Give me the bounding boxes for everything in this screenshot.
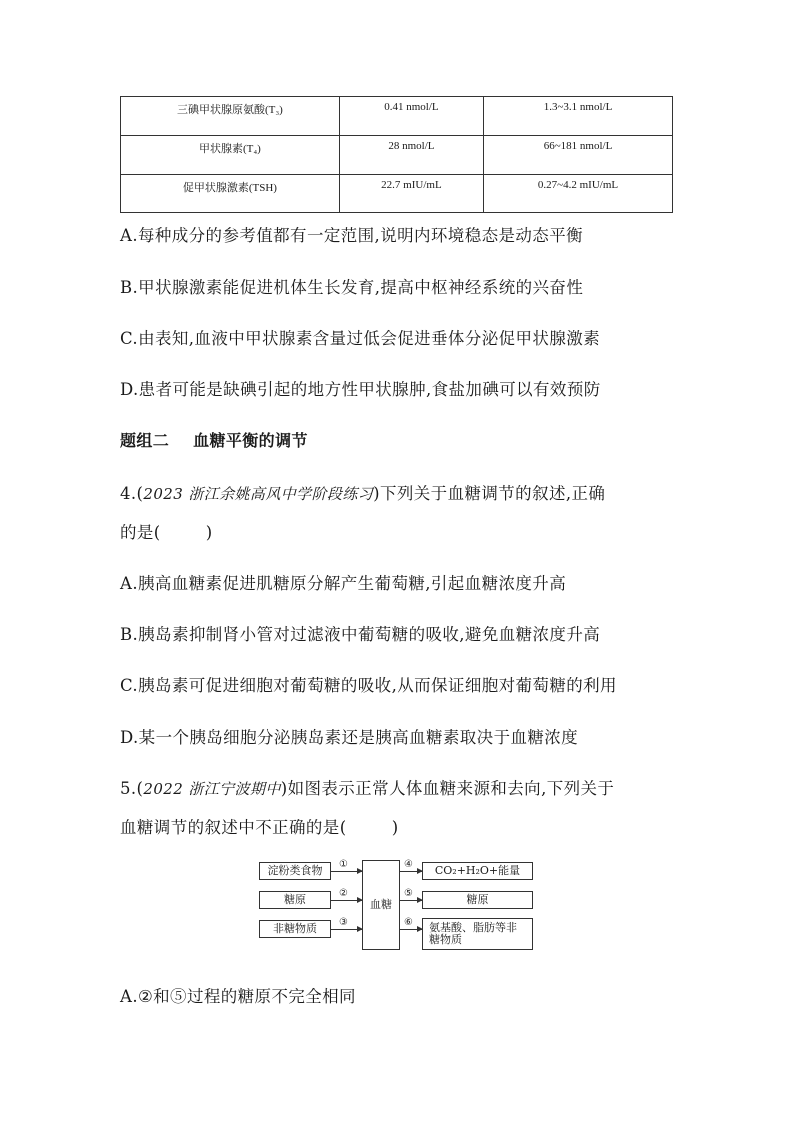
source-box: 糖原 xyxy=(259,891,331,909)
hormone-table xyxy=(120,96,673,213)
arrow xyxy=(331,900,362,901)
arrow xyxy=(400,900,422,901)
process-label: ⑥ xyxy=(404,917,413,928)
source-box: 淀粉类食物 xyxy=(259,862,331,880)
q4-number: 4.( xyxy=(120,484,144,503)
q5-number: 5.( xyxy=(120,779,144,798)
process-label: ② xyxy=(339,888,348,899)
q3-option-d: D.患者可能是缺碘引起的地方性甲状腺肿,食盐加碘可以有效预防 xyxy=(120,380,601,399)
center-box: 血糖 xyxy=(362,860,400,950)
q4-source: 2023 浙江余姚高风中学阶段练习 xyxy=(143,485,374,503)
arrow xyxy=(331,871,362,872)
process-label: ⑤ xyxy=(404,888,413,899)
q3-option-a: A.每种成分的参考值都有一定范围,说明内环境稳态是动态平衡 xyxy=(120,226,584,245)
destination-box: 糖原 xyxy=(422,891,533,909)
q5-option-a: A.②和⑤过程的糖原不完全相同 xyxy=(120,987,356,1006)
q5-stem-line-1 xyxy=(120,775,614,799)
q4-stem-line-1 xyxy=(120,480,605,504)
table-cell: 促甲状腺激素(TSH) xyxy=(121,175,340,213)
section-title: 题组二 血糖平衡的调节 xyxy=(120,431,308,450)
q5-source: 2022 浙江宁波期中 xyxy=(143,780,281,798)
q3-option-c: C.由表知,血液中甲状腺素含量过低会促进垂体分泌促甲状腺激素 xyxy=(120,329,601,348)
blood-sugar-diagram xyxy=(259,860,535,952)
process-label: ① xyxy=(339,859,348,870)
table-row xyxy=(121,175,673,213)
table-cell: 1.3~3.1 nmol/L xyxy=(484,97,673,136)
arrow xyxy=(400,929,422,930)
q4-stem-text: )下列关于血糖调节的叙述,正确 xyxy=(373,484,606,503)
table-row xyxy=(121,136,673,175)
table-cell: 28 nmol/L xyxy=(339,136,483,175)
q4-option-c: C.胰岛素可促进细胞对葡萄糖的吸收,从而保证细胞对葡萄糖的利用 xyxy=(120,676,617,695)
arrow xyxy=(331,929,362,930)
q4-option-d: D.某一个胰岛细胞分泌胰岛素还是胰高血糖素取决于血糖浓度 xyxy=(120,728,579,747)
q5-stem-text: )如图表示正常人体血糖来源和去向,下列关于 xyxy=(280,779,615,798)
table-cell: 66~181 nmol/L xyxy=(484,136,673,175)
process-label: ③ xyxy=(339,917,348,928)
q4-option-a: A.胰高血糖素促进肌糖原分解产生葡萄糖,引起血糖浓度升高 xyxy=(120,574,567,593)
table-cell: 0.41 nmol/L xyxy=(339,97,483,136)
arrow xyxy=(400,871,422,872)
q4-stem-line-2: 的是( ) xyxy=(120,523,213,542)
q4-option-b: B.胰岛素抑制肾小管对过滤液中葡萄糖的吸收,避免血糖浓度升高 xyxy=(120,625,601,644)
table-cell: 0.27~4.2 mIU/mL xyxy=(484,175,673,213)
q5-stem-line-2: 血糖调节的叙述中不正确的是( ) xyxy=(120,818,399,837)
source-box: 非糖物质 xyxy=(259,920,331,938)
destination-box: 氨基酸、脂肪等非糖物质 xyxy=(422,918,533,950)
table-cell: 甲状腺素(T₄) xyxy=(121,136,340,175)
destination-box: CO₂+H₂O+能量 xyxy=(422,862,533,880)
table-cell: 三碘甲状腺原氨酸(T₃) xyxy=(121,97,340,136)
process-label: ④ xyxy=(404,859,413,870)
table-row xyxy=(121,97,673,136)
q3-option-b: B.甲状腺激素能促进机体生长发育,提高中枢神经系统的兴奋性 xyxy=(120,278,584,297)
table-cell: 22.7 mIU/mL xyxy=(339,175,483,213)
